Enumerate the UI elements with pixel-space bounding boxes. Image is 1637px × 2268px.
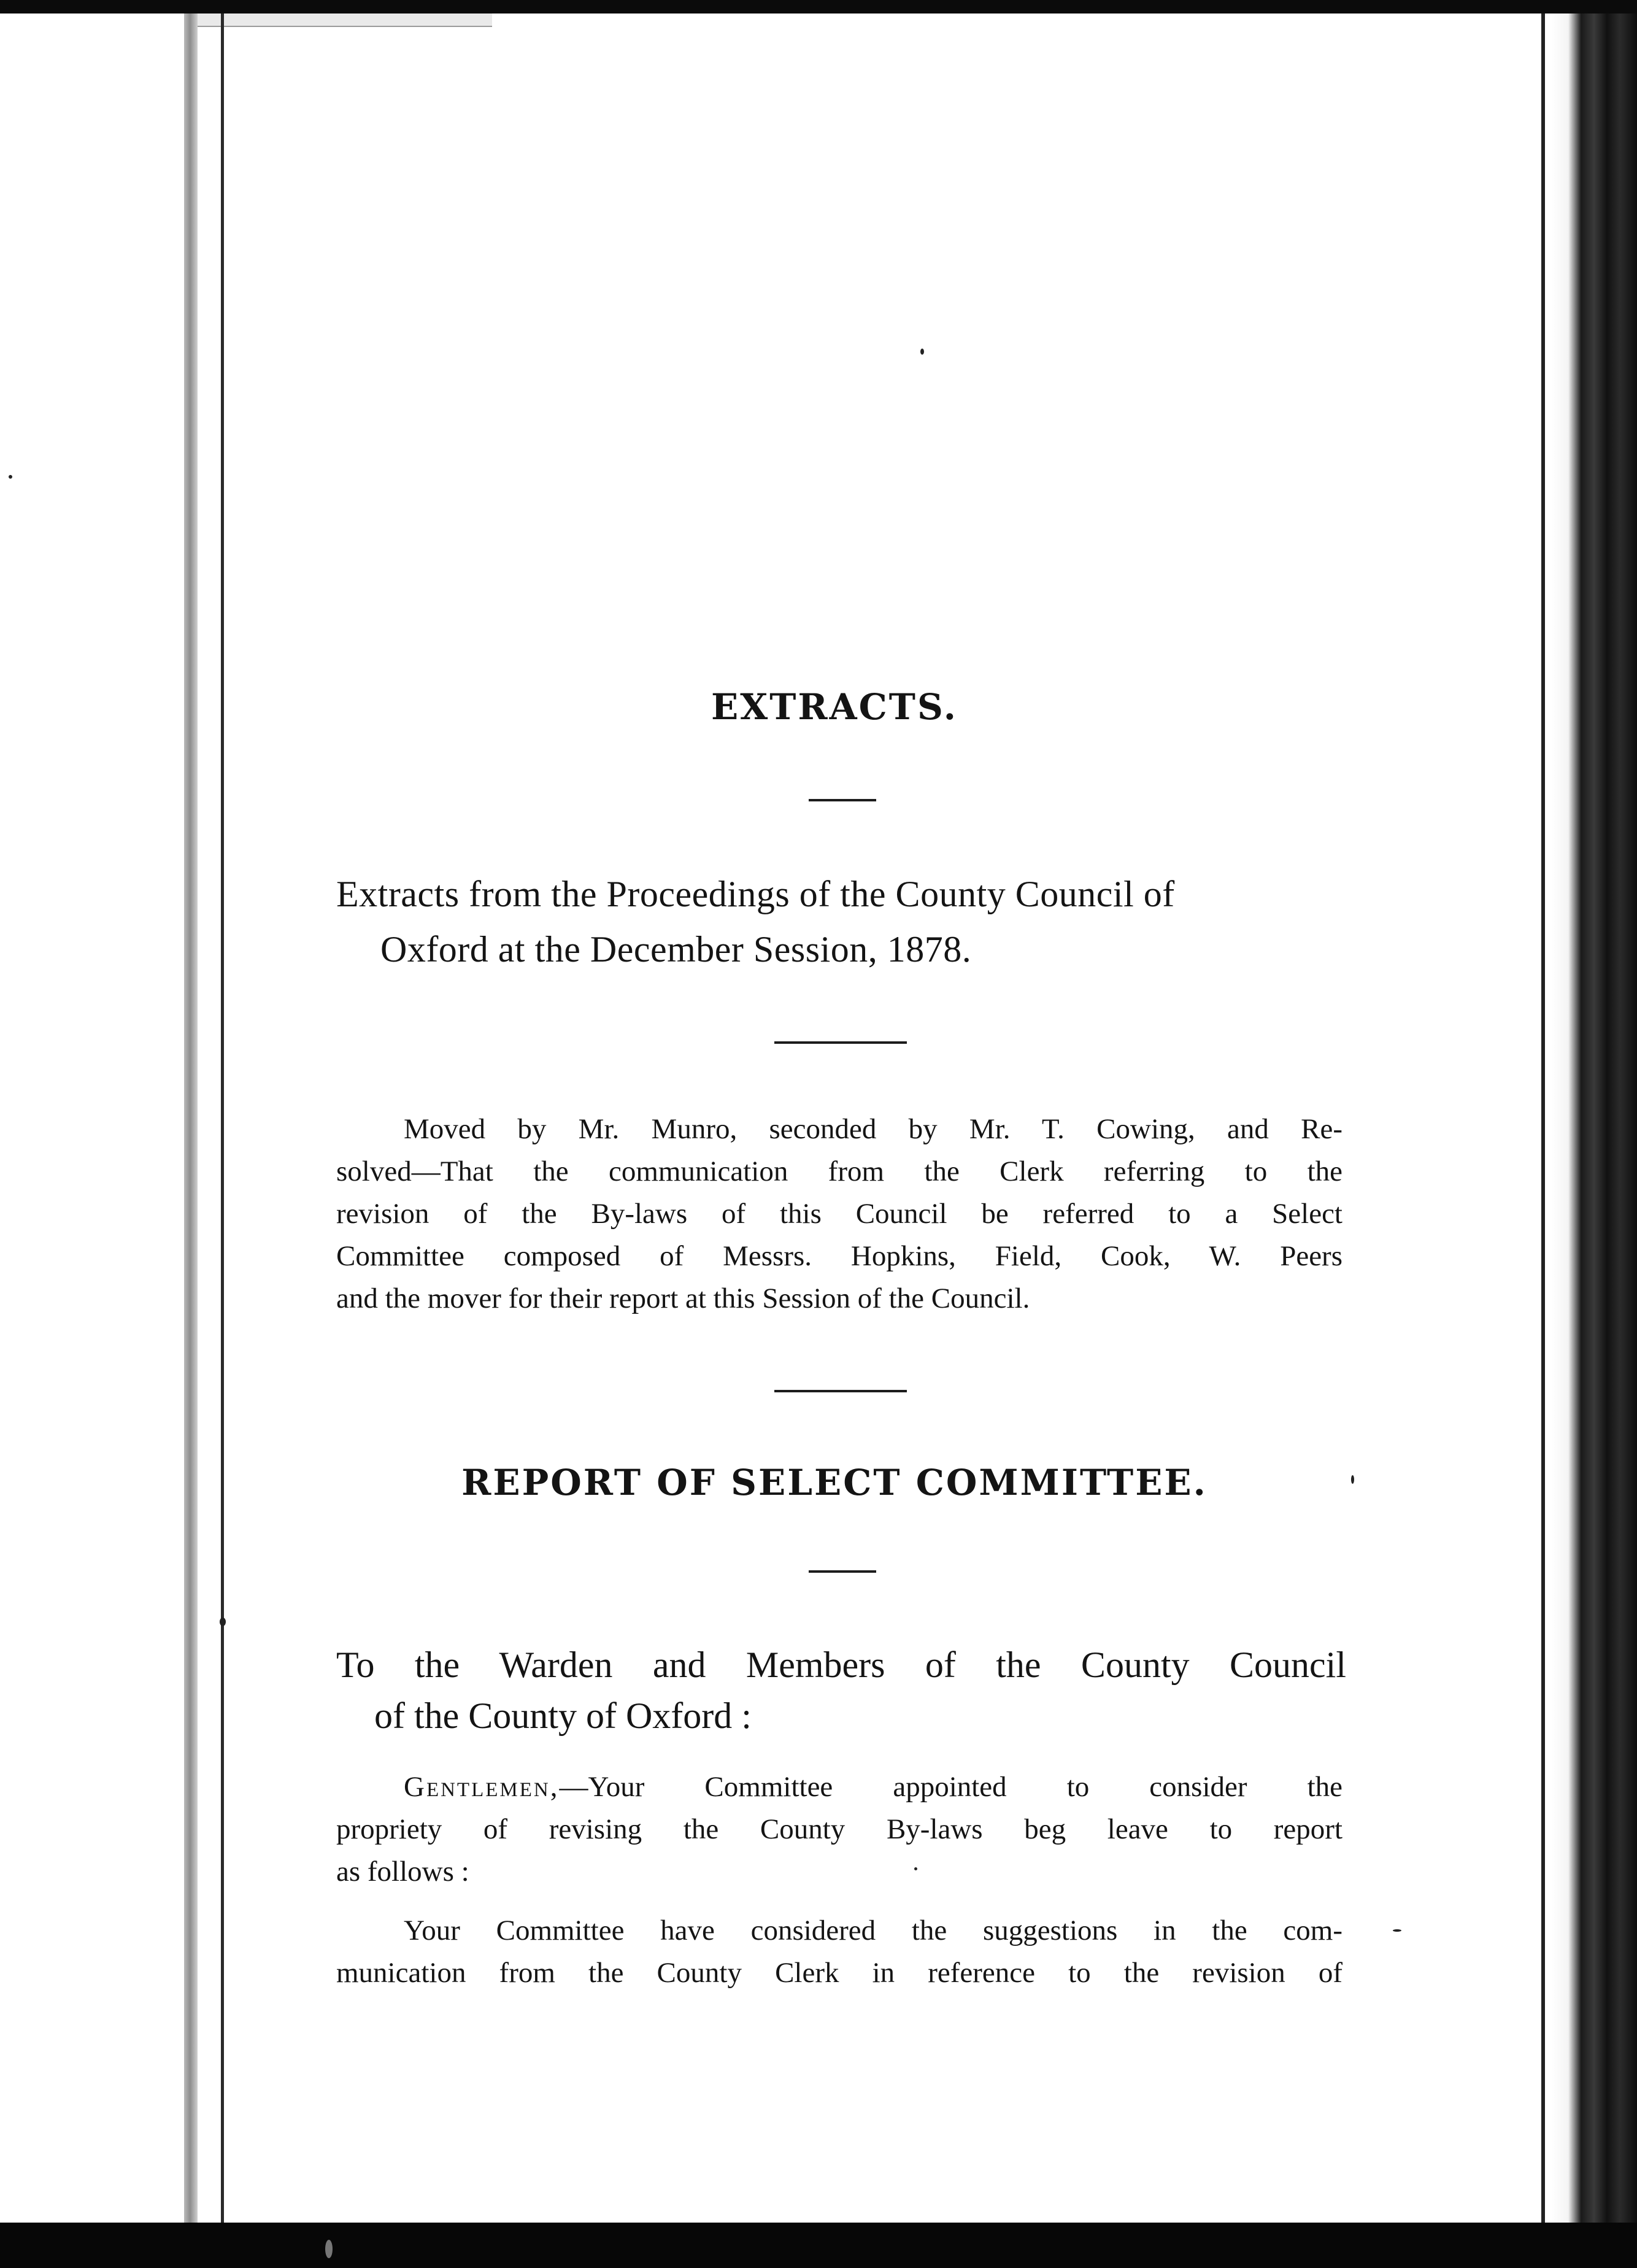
motion-paragraph <box>336 1108 1342 1320</box>
page-top-tab <box>198 14 492 27</box>
subtitle-line: Extracts from the Proceedings of the County Council of <box>336 874 1175 914</box>
address-line: To the Warden and Members of the County Council <box>336 1645 1346 1685</box>
page-right-line <box>1541 14 1545 2223</box>
motion-line: Committee composed of Messrs. Hopkins, Field, Cook, W. Peers <box>336 1240 1342 1272</box>
speck <box>220 1618 226 1626</box>
scan-border-top <box>0 0 1637 14</box>
speck <box>920 349 924 355</box>
heading-report: REPORT OF SELECT COMMITTEE. <box>461 1462 1208 1503</box>
motion-line: Moved by Mr. Munro, seconded by Mr. T. Cowing, and Re- <box>404 1113 1342 1145</box>
page-left-edge <box>184 14 198 2223</box>
rule-medium <box>774 1041 907 1044</box>
salutation-line: as follows : <box>336 1856 469 1888</box>
motion-line: revision of the By-laws of this Council be referred to a Select <box>336 1198 1342 1230</box>
address-to-warden <box>336 1640 1346 1742</box>
salutation-paragraph <box>336 1766 1342 1893</box>
considered-line: munication from the County Clerk in reference to the revision of <box>336 1957 1342 1989</box>
subtitle-line: Oxford at the December Session, 1878. <box>380 929 972 970</box>
rule-medium <box>774 1390 907 1392</box>
heading-extracts: EXTRACTS. <box>711 686 958 728</box>
rule-short <box>809 1570 876 1573</box>
salutation-line: propriety of revising the County By-laws beg leave to report <box>336 1813 1342 1845</box>
page-left-edge-line <box>221 14 224 2223</box>
salutation-greeting: Gentlemen, <box>404 1771 560 1803</box>
motion-line: solved—That the communication from the Clerk referring to the <box>336 1155 1342 1187</box>
rule-short <box>809 799 876 801</box>
book-right-edge <box>1551 14 1637 2223</box>
speck <box>1351 1475 1354 1484</box>
scan-border-bottom <box>0 2223 1637 2268</box>
considered-paragraph <box>336 1910 1342 1994</box>
speck <box>9 475 12 479</box>
address-line: of the County of Oxford : <box>374 1695 752 1736</box>
salutation-line-rest: —Your Committee appointed to consider the <box>559 1771 1342 1803</box>
speck <box>325 2240 333 2258</box>
salutation-line <box>336 1766 1342 1808</box>
motion-line: and the mover for their report at this Session of the Council. <box>336 1282 1030 1314</box>
considered-line: Your Committee have considered the suggestions in the com- <box>404 1915 1342 1946</box>
speck <box>1393 1929 1401 1932</box>
proceedings-subtitle <box>336 866 1379 977</box>
